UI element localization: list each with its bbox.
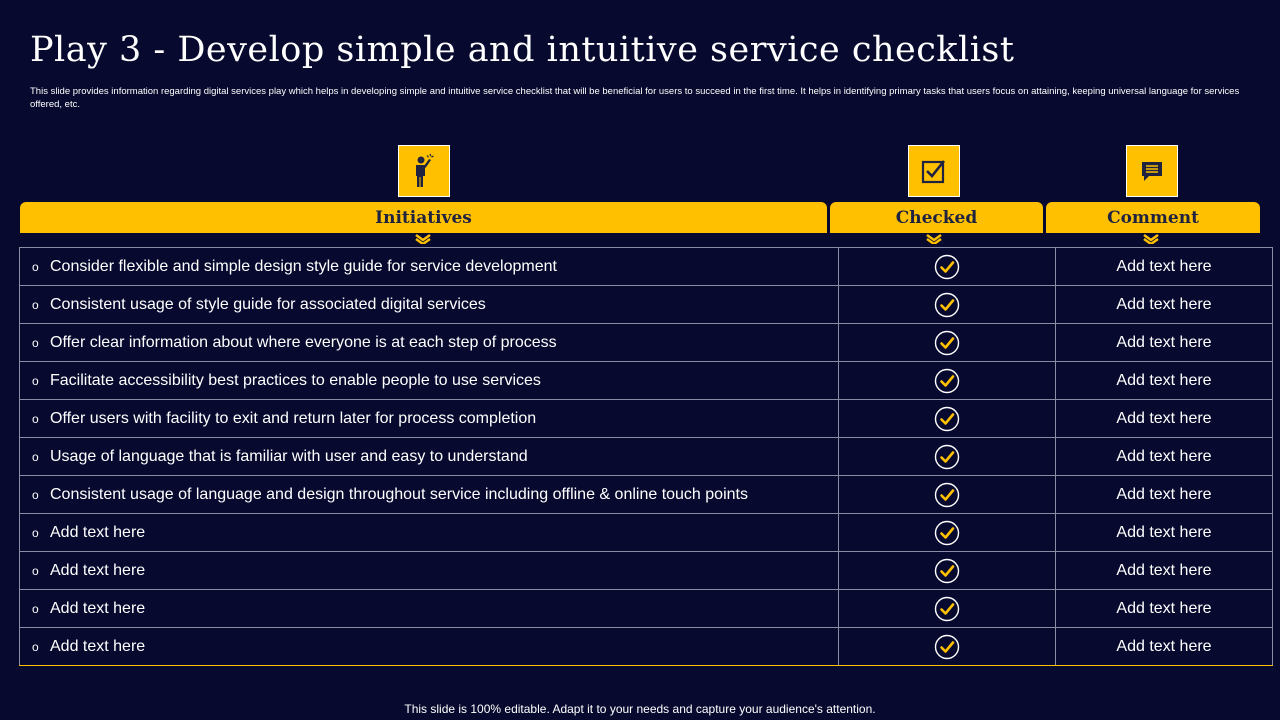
checked-cell: [839, 248, 1056, 286]
initiative-text: Add text here: [50, 523, 146, 541]
initiative-cell: [20, 628, 839, 666]
comment-cell: Add text here: [1056, 400, 1273, 438]
checked-cell: [839, 362, 1056, 400]
checked-icon-box: [908, 145, 960, 197]
initiative-cell: [20, 324, 839, 362]
page-subtitle: This slide provides information regarding digital services play which helps in developing simple and intuitive service checklist that will be beneficial for users to succeed in the first time. It helps in identifying primary tasks that users focus on attaining, keeping universal language for services offered, etc.: [30, 86, 1240, 110]
initiative-text: Usage of language that is familiar with user and easy to understand: [50, 447, 528, 465]
initiative-cell: [20, 476, 839, 514]
initiative-text: Add text here: [50, 637, 146, 655]
checked-cell: [839, 628, 1056, 666]
checked-cell: [839, 324, 1056, 362]
comment-cell: Add text here: [1056, 590, 1273, 628]
bullet: o: [32, 487, 39, 502]
header-initiatives: Initiatives: [20, 202, 827, 233]
checkbox-icon: [921, 158, 947, 184]
initiative-text: Add text here: [50, 561, 146, 579]
bullet: o: [32, 449, 39, 464]
table-row: [20, 438, 1273, 476]
initiative-cell: [20, 552, 839, 590]
bullet: o: [32, 563, 39, 578]
table-row: [20, 324, 1273, 362]
bullet: o: [32, 335, 39, 350]
comment-cell: Add text here: [1056, 552, 1273, 590]
comment-icon-box: [1126, 145, 1178, 197]
comment-cell: Add text here: [1056, 476, 1273, 514]
page-title: Play 3 - Develop simple and intuitive service checklist: [30, 30, 1015, 70]
checked-cell: [839, 438, 1056, 476]
check-circle-icon: [934, 520, 960, 546]
comment-cell: Add text here: [1056, 628, 1273, 666]
person-raising-hand-icon: [412, 153, 436, 189]
comment-cell: Add text here: [1056, 438, 1273, 476]
check-circle-icon: [934, 368, 960, 394]
check-circle-icon: [934, 292, 960, 318]
initiative-cell: [20, 438, 839, 476]
check-circle-icon: [934, 330, 960, 356]
checked-cell: [839, 552, 1056, 590]
initiatives-icon-box: [398, 145, 450, 197]
initiative-text: Consider flexible and simple design style guide for service development: [50, 257, 557, 275]
initiative-text: Consistent usage of language and design throughout service including offline & online touch points: [50, 485, 748, 503]
check-circle-icon: [934, 254, 960, 280]
table-row: [20, 286, 1273, 324]
initiative-cell: [20, 514, 839, 552]
bullet: o: [32, 373, 39, 388]
check-circle-icon: [934, 482, 960, 508]
checked-cell: [839, 514, 1056, 552]
check-circle-icon: [934, 558, 960, 584]
checklist-table: [19, 247, 1273, 666]
checked-cell: [839, 400, 1056, 438]
bullet: o: [32, 297, 39, 312]
initiative-text: Add text here: [50, 599, 146, 617]
chevron-down-icon: [1142, 234, 1160, 244]
table-row: [20, 628, 1273, 666]
table-row: [20, 400, 1273, 438]
check-circle-icon: [934, 634, 960, 660]
table-row: [20, 476, 1273, 514]
checked-cell: [839, 286, 1056, 324]
footer-note: This slide is 100% editable. Adapt it to your needs and capture your audience's attention.: [404, 702, 876, 716]
initiative-text: Facilitate accessibility best practices to enable people to use services: [50, 371, 541, 389]
bullet: o: [32, 525, 39, 540]
comment-cell: Add text here: [1056, 362, 1273, 400]
chevron-down-icon: [925, 234, 943, 244]
table-row: [20, 552, 1273, 590]
comment-cell: Add text here: [1056, 514, 1273, 552]
header-comment: Comment: [1046, 202, 1260, 233]
initiative-text: Offer users with facility to exit and return later for process completion: [50, 409, 537, 427]
table-row: [20, 362, 1273, 400]
initiative-cell: [20, 248, 839, 286]
initiative-cell: [20, 590, 839, 628]
checked-cell: [839, 476, 1056, 514]
bullet: o: [32, 639, 39, 654]
check-circle-icon: [934, 444, 960, 470]
check-circle-icon: [934, 406, 960, 432]
comment-cell: Add text here: [1056, 248, 1273, 286]
table-row: [20, 514, 1273, 552]
initiative-text: Consistent usage of style guide for associated digital services: [50, 295, 486, 313]
initiative-cell: [20, 362, 839, 400]
header-checked: Checked: [830, 202, 1043, 233]
comment-cell: Add text here: [1056, 286, 1273, 324]
bullet: o: [32, 259, 39, 274]
checked-cell: [839, 590, 1056, 628]
comment-cell: Add text here: [1056, 324, 1273, 362]
bullet: o: [32, 411, 39, 426]
speech-bubble-icon: [1140, 159, 1164, 183]
initiative-text: Offer clear information about where everyone is at each step of process: [50, 333, 557, 351]
bullet: o: [32, 601, 39, 616]
initiative-cell: [20, 400, 839, 438]
initiative-cell: [20, 286, 839, 324]
table-row: [20, 248, 1273, 286]
chevron-down-icon: [414, 234, 432, 244]
check-circle-icon: [934, 596, 960, 622]
table-row: [20, 590, 1273, 628]
